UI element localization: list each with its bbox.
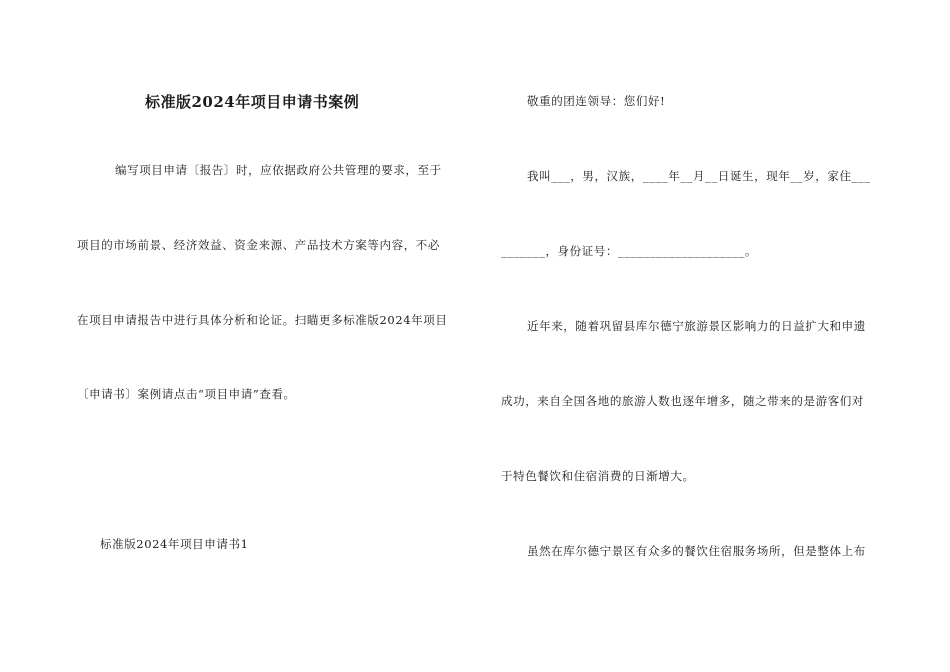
paragraph-line: 近年来，随着巩留县库尔德宁旅游景区影响力的日益扩大和申遗 xyxy=(527,319,866,333)
paragraph-line: 于特色餐饮和住宿消费的日渐增大。 xyxy=(501,469,695,483)
paragraph-line: 编写项目申请〔报告〕时，应依据政府公共管理的要求，至于 xyxy=(115,163,442,177)
greeting-line: 敬重的团连领导：您们好! xyxy=(527,94,666,108)
section-subheading: 标准版2024年项目申请书1 xyxy=(100,537,249,551)
intro-line: _______，身份证号：____________________。 xyxy=(501,244,758,258)
paragraph-line: 虽然在库尔德宁景区有众多的餐饮住宿服务场所，但是整体上布 xyxy=(527,544,866,558)
paragraph-line: 项目的市场前景、经济效益、资金来源、产品技术方案等内容，不必 xyxy=(77,238,440,252)
paragraph-line: 在项目申请报告中进行具体分析和论证。扫瞄更多标准版2024年项目 xyxy=(77,313,448,327)
paragraph-line: 成功，来自全国各地的旅游人数也逐年增多，随之带来的是游客们对 xyxy=(501,394,864,408)
paragraph-line: 〔申请书〕案例请点击“项目申请”查看。 xyxy=(77,387,296,401)
intro-line: 我叫___，男，汉族，____年__月__日诞生，现年__岁，家住___ xyxy=(527,169,871,183)
document-title: 标准版2024年项目申请书案例 xyxy=(145,93,360,111)
